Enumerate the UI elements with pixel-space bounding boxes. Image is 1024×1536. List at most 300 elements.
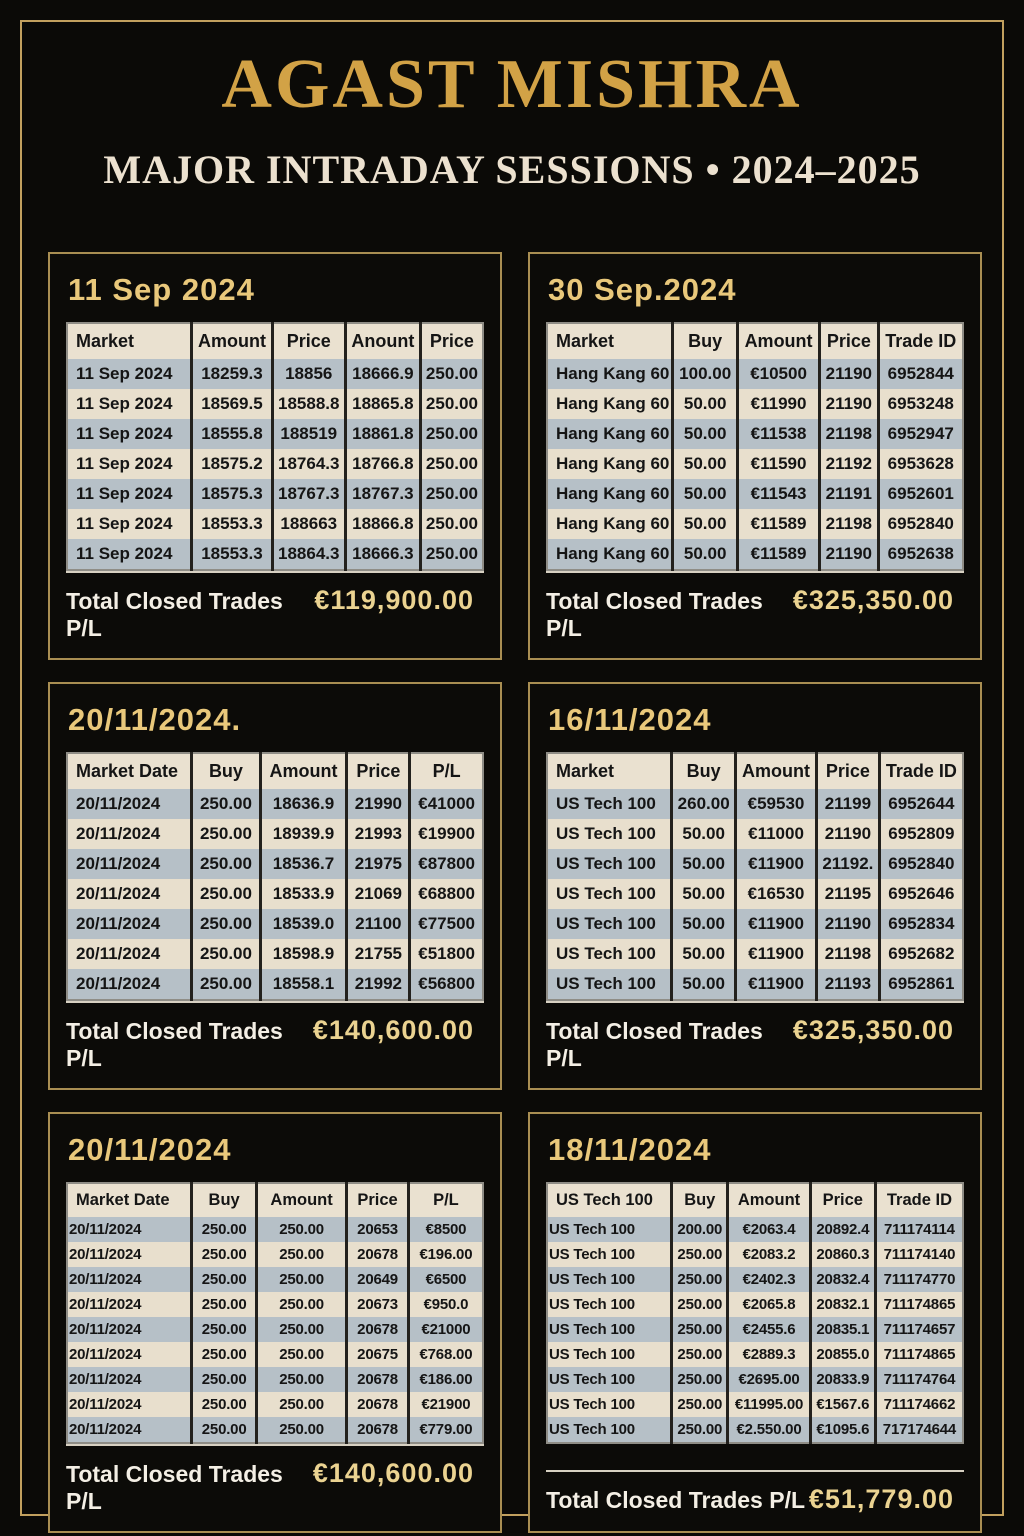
table-row [67, 479, 483, 509]
table-cell: 21199 [817, 789, 880, 819]
table-cell: 20/11/2024 [67, 819, 192, 849]
table-cell: 20832.1 [810, 1292, 875, 1317]
table-cell: 250.00 [192, 1417, 257, 1443]
column-header: Buy [673, 323, 738, 359]
table-cell: Hang Kang 60 [547, 509, 673, 539]
table-cell: 6952834 [879, 909, 963, 939]
table-cell: 250.00 [256, 1417, 346, 1443]
table-cell: €1095.6 [810, 1417, 875, 1443]
trades-table-body [547, 789, 963, 1000]
poster-subtitle: MAJOR INTRADAY SESSIONS • 2024–2025 [103, 147, 921, 192]
trades-table-body [547, 359, 963, 570]
table-row [547, 789, 963, 819]
trades-table [66, 322, 484, 571]
table-cell: €2.550.00 [728, 1417, 811, 1443]
column-header: Amount [260, 753, 347, 789]
table-cell: 18939.9 [260, 819, 347, 849]
table-cell: 20832.4 [810, 1267, 875, 1292]
table-cell: 20/11/2024 [67, 939, 192, 969]
table-cell: US Tech 100 [547, 1342, 672, 1367]
table-cell: €59530 [736, 789, 817, 819]
session-panel [48, 682, 502, 1090]
table-cell: €2065.8 [728, 1292, 811, 1317]
table-row [547, 939, 963, 969]
table-cell: 18666.9 [345, 359, 420, 389]
table-cell: €2083.2 [728, 1242, 811, 1267]
table-cell: 21990 [347, 789, 410, 819]
table-cell: 18766.8 [345, 449, 420, 479]
table-cell: 6952601 [878, 479, 963, 509]
table-row [547, 909, 963, 939]
table-cell: Hang Kang 60 [547, 449, 673, 479]
column-header: Buy [192, 1183, 257, 1217]
table-cell: €8500 [408, 1217, 483, 1242]
table-cell: US Tech 100 [547, 1367, 672, 1392]
trades-table-head [67, 323, 483, 359]
table-row [547, 1217, 963, 1242]
table-row [547, 1317, 963, 1342]
trades-table [546, 1182, 964, 1444]
trades-table-body [67, 789, 483, 1000]
table-cell: 250.00 [256, 1367, 346, 1392]
table-cell: €2455.6 [728, 1317, 811, 1342]
session-panel [528, 1112, 982, 1533]
table-cell: €11590 [737, 449, 819, 479]
column-header: Price [420, 323, 483, 359]
table-cell: US Tech 100 [547, 1417, 672, 1443]
total-row [66, 571, 484, 642]
table-cell: 50.00 [672, 819, 736, 849]
table-cell: €11589 [737, 539, 819, 570]
column-header: Market [547, 323, 673, 359]
trades-table [546, 322, 964, 571]
table-row [67, 509, 483, 539]
table-cell: 250.00 [192, 1342, 257, 1367]
table-row [547, 479, 963, 509]
table-cell: 21198 [817, 939, 880, 969]
session-date: 20/11/2024 [68, 1132, 232, 1167]
session-panel [528, 252, 982, 660]
table-cell: 21190 [820, 389, 878, 419]
table-cell: 18569.5 [192, 389, 272, 419]
session-date: 16/11/2024 [548, 702, 712, 737]
table-cell: US Tech 100 [547, 819, 672, 849]
table-row [67, 1392, 483, 1417]
table-cell: 20/11/2024 [67, 1342, 192, 1367]
total-value: €325,350.00 [792, 1015, 954, 1045]
table-cell: €2889.3 [728, 1342, 811, 1367]
table-cell: 20/11/2024 [67, 1267, 192, 1292]
table-cell: €11990 [737, 389, 819, 419]
table-cell: 18666.3 [345, 539, 420, 570]
table-cell: 250.00 [672, 1292, 728, 1317]
total-label: Total Closed Trades P/L [66, 588, 283, 641]
table-row [67, 969, 483, 1000]
table-cell: 20/11/2024 [67, 1317, 192, 1342]
column-header: Amount [728, 1183, 811, 1217]
table-row [67, 1417, 483, 1443]
table-cell: US Tech 100 [547, 1242, 672, 1267]
table-cell: 250.00 [672, 1242, 728, 1267]
table-cell: US Tech 100 [547, 1392, 672, 1417]
column-header: Buy [672, 1183, 728, 1217]
table-row [67, 879, 483, 909]
table-row [67, 1342, 483, 1367]
table-cell: 250.00 [420, 359, 483, 389]
table-cell: 250.00 [192, 1367, 257, 1392]
table-cell: €11900 [736, 909, 817, 939]
table-cell: 50.00 [673, 479, 738, 509]
table-cell: €11900 [736, 969, 817, 1000]
table-row [67, 909, 483, 939]
session-date: 11 Sep 2024 [68, 272, 255, 307]
table-cell: 20/11/2024 [67, 1242, 192, 1267]
total-label: Total Closed Trades P/L [66, 1018, 283, 1071]
table-cell: 20/11/2024 [67, 969, 192, 1000]
table-cell: 21198 [820, 509, 878, 539]
session-date: 20/11/2024. [68, 702, 242, 737]
trades-header-row [67, 753, 483, 789]
table-row [547, 1292, 963, 1317]
table-cell: 6952861 [879, 969, 963, 1000]
total-value: €325,350.00 [792, 585, 954, 615]
table-cell: €87800 [410, 849, 483, 879]
table-row [547, 419, 963, 449]
table-cell: 711174865 [875, 1292, 963, 1317]
table-cell: 50.00 [672, 879, 736, 909]
trades-header-row [67, 323, 483, 359]
total-value: €51,779.00 [808, 1484, 954, 1514]
table-cell: €68800 [410, 879, 483, 909]
table-cell: 20678 [347, 1417, 409, 1443]
table-cell: 18588.8 [272, 389, 345, 419]
table-cell: 20/11/2024 [67, 1417, 192, 1443]
table-cell: 18598.9 [260, 939, 347, 969]
table-cell: 250.00 [420, 479, 483, 509]
table-cell: 250.00 [256, 1267, 346, 1292]
table-row [67, 1317, 483, 1342]
table-cell: €2402.3 [728, 1267, 811, 1292]
table-cell: 21190 [817, 819, 880, 849]
trades-table-body [547, 1217, 963, 1443]
trades-table-head [67, 1183, 483, 1217]
table-cell: 200.00 [672, 1217, 728, 1242]
table-cell: 188519 [272, 419, 345, 449]
table-cell: €11995.00 [728, 1392, 811, 1417]
column-header: P/L [408, 1183, 483, 1217]
table-cell: Hang Kang 60 [547, 389, 673, 419]
table-cell: 21193 [817, 969, 880, 1000]
total-row [546, 1001, 964, 1072]
table-cell: 20/11/2024 [67, 1367, 192, 1392]
table-row [547, 359, 963, 389]
table-row [547, 1417, 963, 1443]
column-header: Buy [192, 753, 260, 789]
table-cell: 50.00 [673, 539, 738, 570]
column-header: Amount [192, 323, 272, 359]
table-cell: 21190 [817, 909, 880, 939]
table-row [67, 419, 483, 449]
table-cell: €768.00 [408, 1342, 483, 1367]
table-row [67, 849, 483, 879]
table-cell: €11900 [736, 849, 817, 879]
trades-table-head [67, 753, 483, 789]
table-cell: 250.00 [192, 969, 260, 1000]
trades-table-head [547, 1183, 963, 1217]
table-cell: US Tech 100 [547, 1292, 672, 1317]
trades-header-row [67, 1183, 483, 1217]
table-cell: 20860.3 [810, 1242, 875, 1267]
table-cell: 21195 [817, 879, 880, 909]
poster-title: AGAST MISHRA [221, 46, 803, 123]
table-cell: 21975 [347, 849, 410, 879]
table-cell: 20649 [347, 1267, 409, 1292]
column-header: Price [817, 753, 880, 789]
total-label: Total Closed Trades P/L [546, 1018, 763, 1071]
table-cell: 21993 [347, 819, 410, 849]
table-cell: 250.00 [192, 1317, 257, 1342]
table-row [547, 879, 963, 909]
table-row [67, 539, 483, 570]
table-cell: 18539.0 [260, 909, 347, 939]
table-cell: Hang Kang 60 [547, 359, 673, 389]
table-cell: US Tech 100 [547, 1267, 672, 1292]
table-cell: 6952840 [878, 509, 963, 539]
table-cell: 188663 [272, 509, 345, 539]
total-row [546, 571, 964, 642]
table-cell: €10500 [737, 359, 819, 389]
table-row [547, 539, 963, 570]
table-cell: €21900 [408, 1392, 483, 1417]
table-cell: 250.00 [192, 819, 260, 849]
session-date: 18/11/2024 [548, 1132, 712, 1167]
table-row [547, 1392, 963, 1417]
table-cell: US Tech 100 [547, 909, 672, 939]
trades-table-head [547, 753, 963, 789]
table-cell: 18536.7 [260, 849, 347, 879]
column-header: Amount [737, 323, 819, 359]
table-row [67, 819, 483, 849]
table-cell: 20678 [347, 1367, 409, 1392]
table-cell: 6952682 [879, 939, 963, 969]
total-value: €140,600.00 [312, 1015, 474, 1045]
trades-table [66, 1182, 484, 1444]
table-cell: 50.00 [672, 849, 736, 879]
table-cell: 50.00 [672, 909, 736, 939]
table-row [67, 1267, 483, 1292]
column-header: Price [347, 753, 410, 789]
table-cell: €51800 [410, 939, 483, 969]
table-cell: €19900 [410, 819, 483, 849]
table-cell: 100.00 [673, 359, 738, 389]
table-cell: €186.00 [408, 1367, 483, 1392]
total-value: €140,600.00 [312, 1458, 474, 1488]
table-cell: 21069 [347, 879, 410, 909]
table-cell: 21191 [820, 479, 878, 509]
column-header: Market Date [67, 1183, 192, 1217]
table-cell: 250.00 [256, 1392, 346, 1417]
table-cell: 250.00 [256, 1292, 346, 1317]
table-cell: 711174865 [875, 1342, 963, 1367]
table-cell: €2063.4 [728, 1217, 811, 1242]
table-cell: 18865.8 [345, 389, 420, 419]
column-header: Anount [345, 323, 420, 359]
table-row [67, 359, 483, 389]
table-cell: 11 Sep 2024 [67, 479, 192, 509]
total-row [66, 1001, 484, 1072]
table-cell: 250.00 [192, 1217, 257, 1242]
table-cell: 50.00 [673, 419, 738, 449]
table-cell: €950.0 [408, 1292, 483, 1317]
table-row [67, 789, 483, 819]
table-row [67, 1292, 483, 1317]
table-cell: 11 Sep 2024 [67, 449, 192, 479]
table-cell: €11900 [736, 939, 817, 969]
table-row [67, 939, 483, 969]
table-cell: 18533.9 [260, 879, 347, 909]
table-cell: 20/11/2024 [67, 909, 192, 939]
table-row [67, 1367, 483, 1392]
table-cell: 6953248 [878, 389, 963, 419]
table-cell: 711174764 [875, 1367, 963, 1392]
table-cell: 18259.3 [192, 359, 272, 389]
trades-header-row [547, 1183, 963, 1217]
table-cell: 250.00 [192, 849, 260, 879]
table-cell: 6952646 [879, 879, 963, 909]
table-cell: 6952840 [879, 849, 963, 879]
table-row [67, 1217, 483, 1242]
column-header: Trade ID [879, 753, 963, 789]
table-row [67, 449, 483, 479]
table-cell: €11538 [737, 419, 819, 449]
session-panel [48, 1112, 502, 1533]
table-cell: 250.00 [256, 1242, 346, 1267]
table-cell: 711174770 [875, 1267, 963, 1292]
total-row [66, 1444, 484, 1515]
table-cell: 11 Sep 2024 [67, 419, 192, 449]
table-cell: €11589 [737, 509, 819, 539]
table-cell: €196.00 [408, 1242, 483, 1267]
total-label: Total Closed Trades P/L [66, 1461, 283, 1514]
table-cell: US Tech 100 [547, 969, 672, 1000]
table-cell: 250.00 [192, 879, 260, 909]
table-cell: €2695.00 [728, 1367, 811, 1392]
table-cell: 250.00 [420, 419, 483, 449]
trades-table-body [67, 359, 483, 570]
table-cell: 50.00 [673, 449, 738, 479]
table-cell: 250.00 [672, 1267, 728, 1292]
table-cell: 18553.3 [192, 539, 272, 570]
table-cell: 20653 [347, 1217, 409, 1242]
column-header: Buy [672, 753, 736, 789]
table-cell: €1567.6 [810, 1392, 875, 1417]
table-cell: 20/11/2024 [67, 879, 192, 909]
session-panel [528, 682, 982, 1090]
table-cell: 11 Sep 2024 [67, 389, 192, 419]
table-cell: 20/11/2024 [67, 1292, 192, 1317]
table-cell: 20/11/2024 [67, 849, 192, 879]
table-cell: 20678 [347, 1317, 409, 1342]
trades-header-row [547, 323, 963, 359]
table-cell: 250.00 [192, 1292, 257, 1317]
table-cell: Hang Kang 60 [547, 539, 673, 570]
column-header: Price [820, 323, 878, 359]
table-row [547, 449, 963, 479]
session-panel [48, 252, 502, 660]
table-cell: 250.00 [672, 1367, 728, 1392]
trades-table-body [67, 1217, 483, 1443]
table-cell: 20673 [347, 1292, 409, 1317]
table-cell: €779.00 [408, 1417, 483, 1443]
table-cell: 11 Sep 2024 [67, 359, 192, 389]
trades-table [66, 752, 484, 1001]
column-header: Trade ID [878, 323, 963, 359]
table-cell: 250.00 [672, 1392, 728, 1417]
table-cell: 21100 [347, 909, 410, 939]
total-label: Total Closed Trades P/L [546, 588, 763, 641]
table-cell: 250.00 [256, 1317, 346, 1342]
column-header: Market Date [67, 753, 192, 789]
table-cell: 20/11/2024 [67, 789, 192, 819]
table-cell: 20678 [347, 1392, 409, 1417]
table-cell: 21190 [820, 539, 878, 570]
table-row [547, 509, 963, 539]
table-cell: US Tech 100 [547, 789, 672, 819]
table-cell: 21190 [820, 359, 878, 389]
table-cell: US Tech 100 [547, 849, 672, 879]
table-cell: 20833.9 [810, 1367, 875, 1392]
trades-table-head [547, 323, 963, 359]
column-header: Price [347, 1183, 409, 1217]
table-cell: 250.00 [256, 1342, 346, 1367]
trades-table [546, 752, 964, 1001]
table-cell: 250.00 [420, 389, 483, 419]
table-cell: Hang Kang 60 [547, 419, 673, 449]
table-cell: 6952844 [878, 359, 963, 389]
table-cell: 21992 [347, 969, 410, 1000]
table-cell: 711174114 [875, 1217, 963, 1242]
table-row [547, 389, 963, 419]
table-cell: 250.00 [192, 1392, 257, 1417]
table-cell: 11 Sep 2024 [67, 539, 192, 570]
table-row [547, 1267, 963, 1292]
table-row [547, 1367, 963, 1392]
table-cell: 20678 [347, 1242, 409, 1267]
table-cell: €41000 [410, 789, 483, 819]
table-cell: €11000 [736, 819, 817, 849]
table-cell: 711174662 [875, 1392, 963, 1417]
column-header: P/L [410, 753, 483, 789]
table-cell: 250.00 [192, 789, 260, 819]
table-cell: 18864.3 [272, 539, 345, 570]
table-cell: 20855.0 [810, 1342, 875, 1367]
panels-grid [48, 252, 982, 1522]
table-cell: 250.00 [192, 1242, 257, 1267]
table-cell: 20835.1 [810, 1317, 875, 1342]
table-cell: 18636.9 [260, 789, 347, 819]
table-cell: €11543 [737, 479, 819, 509]
table-cell: US Tech 100 [547, 879, 672, 909]
table-row [547, 849, 963, 879]
table-cell: 18558.1 [260, 969, 347, 1000]
column-header: Market [67, 323, 192, 359]
table-row [67, 1242, 483, 1267]
table-cell: 11 Sep 2024 [67, 509, 192, 539]
table-cell: 18856 [272, 359, 345, 389]
total-value: €119,900.00 [314, 585, 474, 615]
table-cell: 18575.2 [192, 449, 272, 479]
table-cell: 711174657 [875, 1317, 963, 1342]
